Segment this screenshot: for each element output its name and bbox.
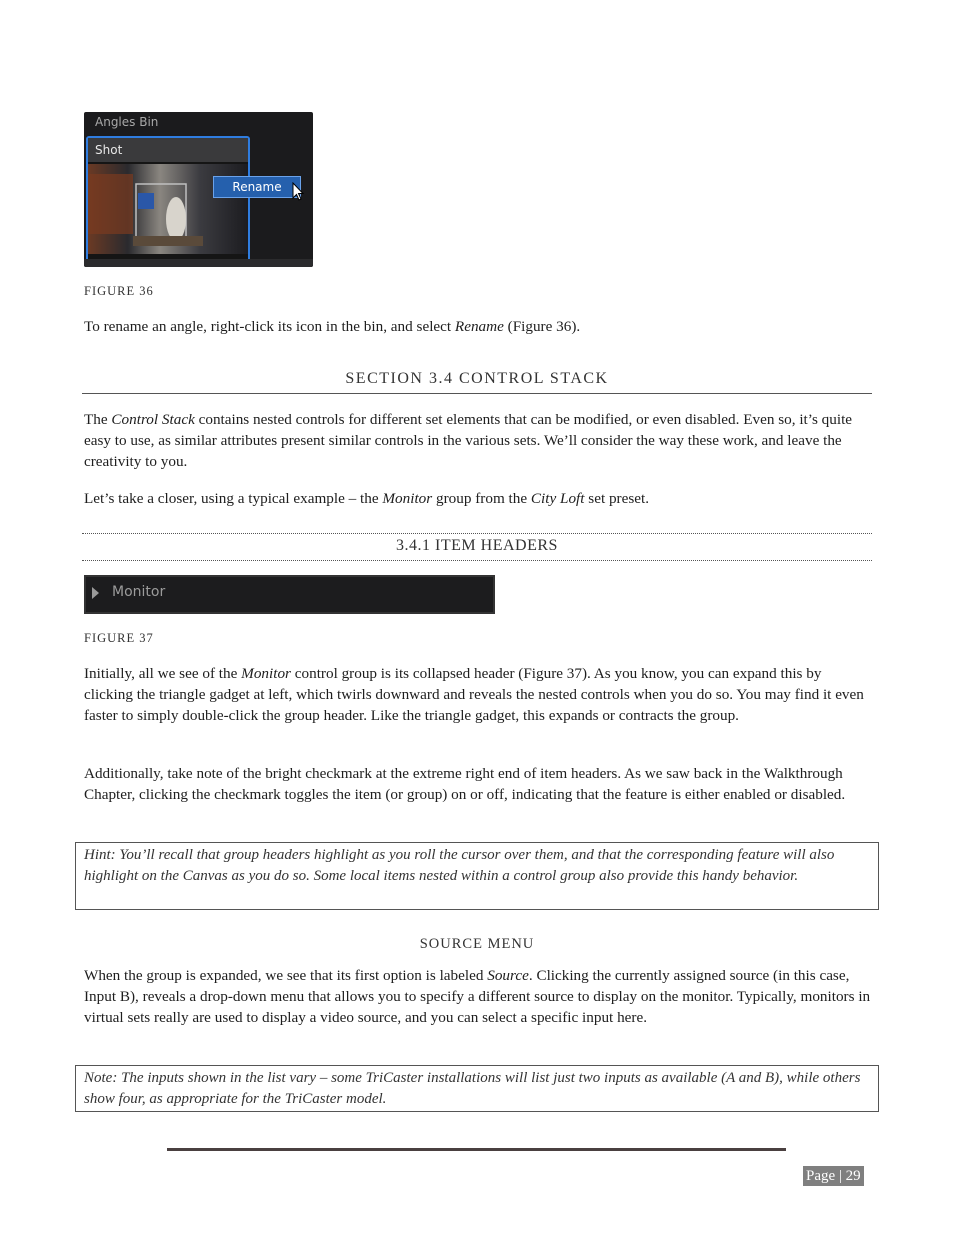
figure-36-angles-bin-screenshot [84,112,313,267]
section-heading: SECTION 3.4 CONTROL STACK [345,370,609,387]
hint-box: Hint: You’ll recall that group headers highlight as you roll the cursor over them, and that the corresponding feature will also highlight on the Canvas as you do so. Some local items nested within a control group also provide this handy behavior. [75,842,879,910]
figure-37-monitor-header[interactable] [84,575,495,614]
mouse-cursor-icon [292,182,304,202]
angle-thumbnail-label: Shot [88,138,248,162]
monitor-header-label: Monitor [112,584,166,600]
closer-look-paragraph: Let’s take a closer, using a typical example – the Monitor group from the City Loft set preset. [84,490,650,507]
rename-menu-item[interactable]: Rename [213,176,301,198]
bin-bottom-bar [84,259,313,267]
source-menu-heading: SOURCE MENU [419,936,535,952]
figure-36-caption: FIGURE 36 [84,284,154,298]
expand-triangle-icon[interactable] [92,587,99,599]
rename-paragraph: To rename an angle, right-click its icon in the bin, and select Rename (Figure 36). [84,318,581,335]
footer-rule [167,1148,786,1151]
section-heading-rule [82,393,872,394]
subsection-rule-top [82,533,872,534]
page-number: Page | 29 [803,1166,864,1186]
additionally-paragraph: Additionally, take note of the bright checkmark at the extreme right end of item headers. As we saw back in the Walkthrough Chapter, clicking the checkmark toggles the item (or group) on or off, indicating that the feature is either enabled or disabled. [84,765,846,803]
control-stack-paragraph: The Control Stack contains nested controls for different set elements that can be modified, or even disabled. Even so, it’s quite easy to use, as similar attributes present similar controls in the various sets. We’ll consider the way these work, and leave the creativity to you. [84,411,853,470]
subsection-heading: 3.4.1 ITEM HEADERS [396,537,558,554]
angle-thumbnail [86,136,250,262]
initially-paragraph: Initially, all we see of the Monitor control group is its collapsed header (Figure 37). As you know, you can expand this by clicking the triangle gadget at left, which twirls downward and reveals the nested controls when you do so. You may find it even faster to simply double-click the group header. Like the triangle gadget, this expands or contracts the group. [84,665,864,724]
source-paragraph: When the group is expanded, we see that its first option is labeled Source. Clicking the currently assigned source (in this case, Input B), reveals a drop-down menu that allows you to specify a different source to display on the monitor. Typically, monitors in virtual sets really are used to display a video source, and you can select a specific input here. [84,967,871,1026]
subsection-rule-bottom [82,560,872,561]
figure-37-caption: FIGURE 37 [84,631,154,645]
note-box: Note: The inputs shown in the list vary – some TriCaster installations will list just two inputs as available (A and B), while others show four, as appropriate for the TriCaster model. [75,1065,879,1112]
angles-bin-title: Angles Bin [95,115,159,129]
